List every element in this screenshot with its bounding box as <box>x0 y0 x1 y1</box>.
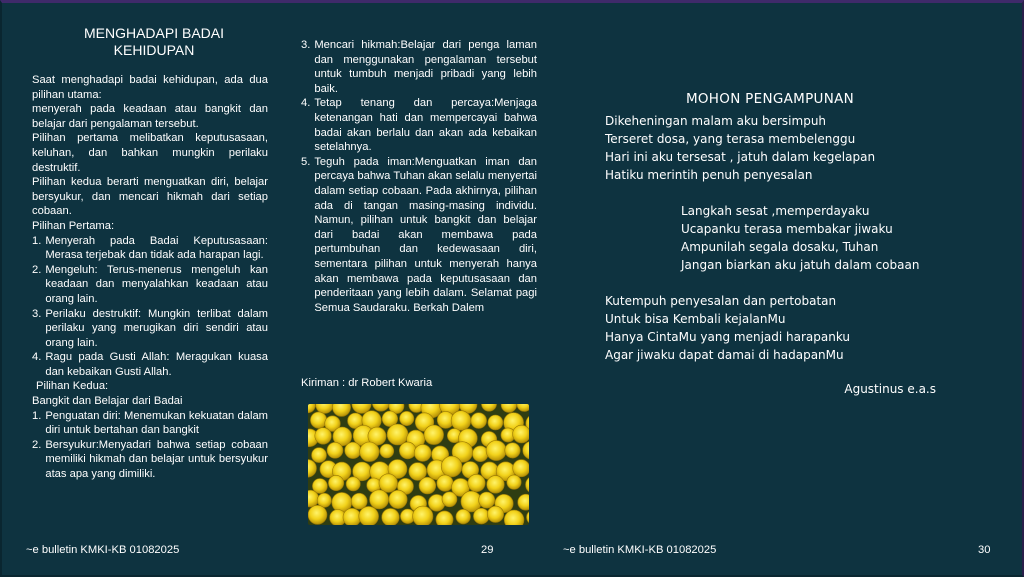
list-number: 5. <box>301 155 311 168</box>
footer-bulletin-left: ~e bulletin KMKI-KB 01082025 <box>26 544 180 556</box>
flower-bloom <box>380 444 394 458</box>
flower-bloom <box>513 460 529 477</box>
flower-bloom <box>451 411 471 431</box>
flower-bloom <box>486 440 506 460</box>
flower-bloom <box>479 492 495 508</box>
pilihan-kedua-subheading: Bangkit dan Belajar dari Badai <box>32 395 183 408</box>
list-number: 3. <box>301 39 311 51</box>
article-title-line-1: MENGHADAPI BADAI <box>83 25 225 41</box>
poem-line: Kutempuh penyesalan dan pertobatan <box>605 294 837 308</box>
flower-bloom <box>328 475 343 490</box>
list-number: 3. <box>32 307 42 320</box>
list-number: 4. <box>301 97 311 110</box>
poem-line: Jangan biarkan aku jatuh dalam cobaan <box>681 258 920 272</box>
flower-bloom <box>473 508 489 524</box>
intro-paragraph-2: menyerah pada keadaan atau bangkit dan belajar dari pengalaman tersebut. <box>32 103 268 130</box>
list-text: Teguh pada iman:Menguatkan iman dan percaya bahwa Tuhan akan selalu menyertai dalam setiap cobaan. Pada akhirnya, pilihan ada di tangan masing-masing individu. Namun, pilihan untuk bangkit dan belajar dari badai akan membawa pada pertumbuhan dan kedewasaan diri, sementara pilihan untuk menyerah hanya akan membawa pada keputusasaan dan penderitaan yang lebih dalam. Selamat pagi Semua Saudaraku. Berkah Dalem <box>314 155 537 314</box>
flower-bloom <box>308 505 327 524</box>
flower-bloom <box>487 476 505 494</box>
poem-line: Hanya CintaMu yang menjadi harapanku <box>605 330 851 344</box>
poem-line: Agar jiwaku dapat damai di hadapanMu <box>605 348 844 362</box>
list-text: Mencari hikmah:Belajar dari penga laman dan menggunakan pengalaman tersebut untuk tumbuh menjadi pribadi yang lebih baik. <box>314 39 537 95</box>
flower-bloom <box>345 442 361 458</box>
yellow-flowers-image <box>308 404 529 525</box>
poem-line: Hatiku merintih penuh penyesalan <box>605 168 813 182</box>
list-item <box>32 263 268 307</box>
poem-line: Dikeheningan malam aku bersimpuh <box>605 114 827 128</box>
flower-bloom <box>387 424 408 445</box>
sender-credit: Kiriman : dr Robert Kwaria <box>301 377 433 389</box>
flower-bloom <box>456 509 471 524</box>
list-number: 1. <box>32 234 42 247</box>
poem-stanza-2 <box>605 202 965 274</box>
flower-bloom <box>315 428 332 445</box>
flower-bloom <box>472 446 488 462</box>
flower-bloom <box>351 493 367 509</box>
list-text: Mengeluh: Terus-menerus mengeluh kan keadaan dan menyalahkan keadaan atau orang lain. <box>45 263 268 305</box>
list-item <box>301 96 537 154</box>
pilihan-pertama-heading: Pilihan Pertama: <box>32 219 115 232</box>
intro-paragraph-4: Pilihan kedua berarti menguatkan diri, belajar bersyukur, dan mencari hikmah dari setiap cobaan. <box>32 176 268 218</box>
footer-bulletin-right: ~e bulletin KMKI-KB 01082025 <box>563 544 717 556</box>
flower-bloom <box>471 413 487 429</box>
list-item <box>32 234 268 263</box>
flower-bloom <box>442 492 457 507</box>
list-number: 1. <box>32 409 42 422</box>
flower-bloom <box>389 490 407 508</box>
flower-bloom <box>513 425 529 443</box>
flower-bloom <box>507 475 521 489</box>
list-item <box>32 350 268 379</box>
list-number: 2. <box>32 438 42 451</box>
list-number: 4. <box>32 351 42 364</box>
poem-line: Terseret dosa, yang terasa membelenggu <box>605 132 856 146</box>
flower-bloom <box>359 506 379 525</box>
flower-bloom <box>400 411 414 425</box>
flower-bloom <box>360 442 380 462</box>
list-item <box>32 409 268 438</box>
flower-bloom <box>382 508 400 525</box>
intro-paragraph-1: Saat menghadapi badai kehidupan, ada dua pilihan utama: <box>32 74 268 101</box>
poem-column <box>605 90 965 398</box>
page-number-right: 30 <box>978 544 991 556</box>
list-item <box>32 438 268 482</box>
flower-bloom <box>413 506 433 525</box>
list-text: Perilaku destruktif: Mungkin terlibat dalam perilaku yang merugikan diri sendiri atau orang lain. <box>45 307 268 349</box>
flower-bloom <box>424 425 444 445</box>
poem-title: MOHON PENGAMPUNAN <box>685 91 855 107</box>
flower-bloom <box>436 511 453 525</box>
list-text: Menyerah pada Badai Keputusasaan: Merasa terjebak dan tidak ada harapan lagi. <box>45 234 268 262</box>
flower-bloom <box>437 475 453 491</box>
pilihan-kedua-heading: Pilihan Kedua: <box>36 380 109 393</box>
article-title <box>32 25 268 59</box>
intro-paragraph-3: Pilihan pertama melibatkan keputusasaan, keluhan, dan bahkan mungkin perilaku destruktif. <box>32 132 268 174</box>
list-item <box>301 38 537 96</box>
poem-stanza-3 <box>605 292 965 364</box>
list-text: Bersyukur:Menyadari bahwa setiap cobaan memiliki hikmah dan belajar untuk bersyukur atas apa yang dimiliki. <box>45 438 268 481</box>
poem-line: Untuk bisa Kembali kejalanMu <box>605 312 786 326</box>
flower-bloom <box>343 508 361 525</box>
flower-bloom <box>414 444 431 461</box>
article-column-middle <box>301 38 537 315</box>
list-text: Ragu pada Gusti Allah: Meragukan kuasa dan kebaikan Gusti Allah. <box>45 351 268 378</box>
flower-bloom <box>441 456 462 477</box>
poem-line: Langkah sesat ,memperdayaku <box>681 204 870 218</box>
flower-bloom <box>327 442 343 458</box>
flower-bloom <box>488 415 503 430</box>
article-column-left <box>32 25 268 482</box>
list-item <box>32 307 268 351</box>
article-title-line-2: KEHIDUPAN <box>113 42 195 58</box>
list-item <box>301 155 537 316</box>
poem-line: Ucapanku terasa membakar jiwaku <box>681 222 893 236</box>
list-text: Tetap tenang dan percaya:Menjaga ketenangan hati dan mempercayai bahwa badai akan berlalu dan akan ada kebaikan setelahnya. <box>314 97 537 154</box>
flower-bloom <box>370 490 389 509</box>
poem-author: Agustinus e.a.s <box>844 382 936 396</box>
flower-bloom <box>505 443 520 458</box>
flower-bloom <box>487 506 503 522</box>
poem-line: Ampunilah segala dosaku, Tuhan <box>681 240 879 254</box>
flower-bloom <box>346 477 360 491</box>
flower-bloom <box>468 474 485 491</box>
poem-line: Hari ini aku tersesat , jatuh dalam kegelapan <box>605 150 876 164</box>
flower-bloom <box>310 412 326 428</box>
list-text: Penguatan diri: Menemukan kekuatan dalam diri untuk bertahan dan bangkit <box>45 409 268 437</box>
flower-bloom <box>312 448 327 463</box>
page-number-left: 29 <box>481 544 494 556</box>
flower-bloom <box>379 474 398 493</box>
list-number: 2. <box>32 263 42 276</box>
flower-bloom <box>419 477 436 494</box>
flower-bloom <box>399 442 416 459</box>
poem-stanza-1 <box>605 112 965 184</box>
